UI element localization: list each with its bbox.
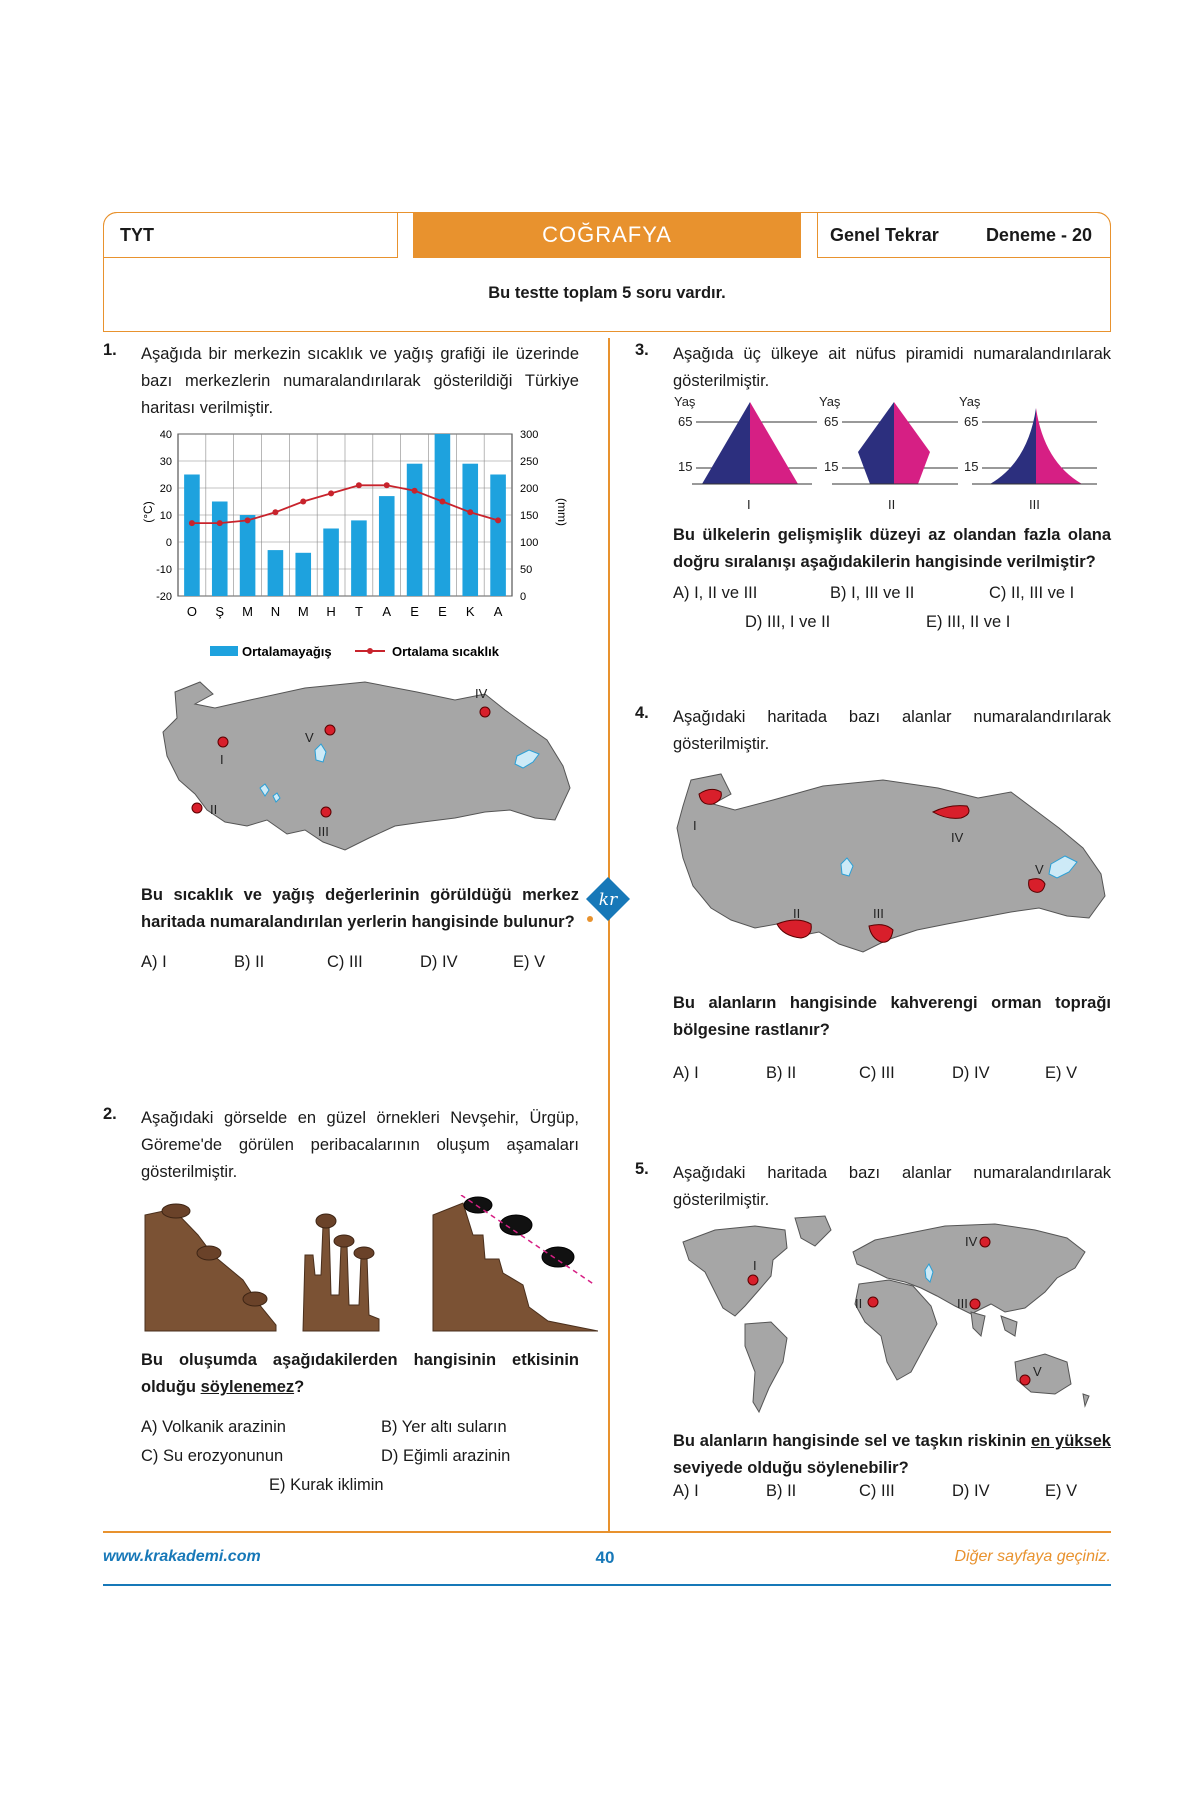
q1-question: Bu sıcaklık ve yağış değerlerinin görüldüğü merkez haritada numaralandırılan yerlerin hangisinde bulunur? xyxy=(141,886,579,931)
q4-region-2 xyxy=(777,920,811,938)
x-tick-2: Ş xyxy=(215,604,225,619)
y-right-tick: 150 xyxy=(520,510,539,522)
svg-text:I: I xyxy=(747,497,751,512)
svg-text:II: II xyxy=(855,1296,863,1311)
exam-label xyxy=(103,212,398,258)
svg-text:III: III xyxy=(957,1296,968,1311)
svg-text:Yaş: Yaş xyxy=(959,394,981,409)
info-text: Bu testte toplam 5 soru vardır. xyxy=(488,284,726,302)
y-left-tick: 40 xyxy=(159,429,172,441)
section-text: Genel Tekrar xyxy=(830,224,939,245)
q4-option-e[interactable]: E) V xyxy=(1045,1064,1078,1082)
svg-text:Yaş: Yaş xyxy=(819,394,841,409)
exam-text: TYT xyxy=(120,224,154,245)
q5-option-a[interactable]: A) I xyxy=(673,1482,699,1500)
temperature-point-12 xyxy=(495,517,501,523)
q2-option-d[interactable]: D) Eğimli arazinin xyxy=(381,1447,511,1465)
fairy-chimney-stages xyxy=(143,1195,598,1335)
svg-text:15: 15 xyxy=(824,459,839,474)
x-tick-1: O xyxy=(186,604,197,619)
y-left-tick: 30 xyxy=(159,456,172,468)
q5-option-e[interactable]: E) V xyxy=(1045,1482,1078,1500)
x-tick-4: N xyxy=(270,604,281,619)
bar-2 xyxy=(212,502,228,597)
bar-10 xyxy=(435,434,451,596)
test-number: Deneme - 20 xyxy=(985,224,1092,245)
temperature-point-2 xyxy=(217,520,223,526)
bar-6 xyxy=(323,529,339,597)
subject-text: COĞRAFYA xyxy=(542,222,672,247)
svg-text:II: II xyxy=(888,497,896,512)
q2-options xyxy=(141,1418,581,1508)
q5-site-4 xyxy=(980,1237,990,1247)
temperature-point-4 xyxy=(272,509,278,515)
q5-text: Aşağıdaki haritada bazı alanlar numaralandırılarak gösterilmiştir. xyxy=(673,1164,1111,1209)
q4-options xyxy=(673,1064,1113,1086)
footer-bottom-rule xyxy=(103,1584,1111,1586)
x-tick-9: E xyxy=(410,604,419,619)
svg-text:I: I xyxy=(753,1258,757,1273)
svg-text:65: 65 xyxy=(824,414,839,429)
turkey-map-q1 xyxy=(155,670,575,870)
svg-text:IV: IV xyxy=(951,830,964,845)
temperature-point-5 xyxy=(300,499,306,505)
temperature-point-11 xyxy=(467,509,473,515)
temperature-point-8 xyxy=(384,482,390,488)
climate-chart xyxy=(130,420,580,665)
y-left-tick: -10 xyxy=(156,564,172,576)
footer-top-rule xyxy=(103,1531,1111,1533)
bar-8 xyxy=(379,496,395,596)
q1-site-1 xyxy=(218,737,228,747)
q5-emphasis: en yüksek xyxy=(1031,1432,1111,1450)
y-right-tick: 0 xyxy=(520,591,527,603)
legend-bar-label: Ortalamayağış xyxy=(242,644,332,659)
svg-text:II: II xyxy=(210,802,218,817)
q3-text: Aşağıda üç ülkeye ait nüfus piramidi numaralandırılarak gösterilmiştir. xyxy=(673,345,1111,390)
q1-site-5 xyxy=(325,725,335,735)
x-tick-5: M xyxy=(297,604,309,619)
q3-option-b[interactable]: B) I, III ve II xyxy=(830,584,915,602)
bar-7 xyxy=(351,520,367,596)
q4-region-1 xyxy=(699,789,721,804)
x-tick-8: A xyxy=(382,604,392,619)
q1-option-e[interactable]: E) V xyxy=(513,953,546,971)
test-info xyxy=(817,212,1111,258)
y-right-tick: 100 xyxy=(520,537,539,549)
column-divider xyxy=(608,338,610,1533)
svg-text:V: V xyxy=(1035,862,1044,877)
q3-number: 3. xyxy=(635,341,649,359)
y-right-label: (mm) xyxy=(555,498,569,526)
temperature-point-10 xyxy=(439,499,445,505)
y-left-label: (°C) xyxy=(141,501,155,523)
q2-option-a[interactable]: A) Volkanik arazinin xyxy=(141,1418,286,1436)
svg-text:15: 15 xyxy=(964,459,979,474)
q1-option-b[interactable]: B) II xyxy=(234,953,265,971)
q1-site-2 xyxy=(192,803,202,813)
y-left-tick: -20 xyxy=(156,591,172,603)
q1-site-3 xyxy=(321,807,331,817)
q4-option-c[interactable]: C) III xyxy=(859,1064,895,1082)
footer-website[interactable]: www.krakademi.com xyxy=(103,1548,261,1565)
q3-option-a[interactable]: A) I, II ve III xyxy=(673,584,758,602)
q1-site-4 xyxy=(480,707,490,717)
svg-text:IV: IV xyxy=(965,1234,978,1249)
q1-option-c[interactable]: C) III xyxy=(327,953,363,971)
x-tick-12: A xyxy=(493,604,503,619)
svg-text:I: I xyxy=(220,752,224,767)
logo-text: kr xyxy=(598,890,618,910)
bar-5 xyxy=(295,553,311,596)
page-number: 40 xyxy=(595,1548,615,1567)
y-left-tick: 10 xyxy=(159,510,172,522)
q4-question: Bu alanların hangisinde kahverengi orman toprağı bölgesine rastlanır? xyxy=(673,994,1111,1039)
q1-option-a[interactable]: A) I xyxy=(141,953,167,971)
q5-question: Bu alanların hangisinde sel ve taşkın riskinin en yüksek seviyede olduğu söylenebilir? xyxy=(673,1432,1111,1477)
q5-option-c[interactable]: C) III xyxy=(859,1482,895,1500)
q3-question: Bu ülkelerin gelişmişlik düzeyi az olandan fazla olana doğru sıralanışı aşağıdakilerin hangisinde verilmiştir? xyxy=(673,526,1111,571)
svg-text:Yaş: Yaş xyxy=(674,394,696,409)
x-tick-7: T xyxy=(354,604,363,619)
q4-option-d[interactable]: D) IV xyxy=(952,1064,990,1082)
y-right-tick: 200 xyxy=(520,483,539,495)
q5-option-d[interactable]: D) IV xyxy=(952,1482,990,1500)
q5-site-1 xyxy=(748,1275,758,1285)
svg-text:III: III xyxy=(873,906,884,921)
svg-text:III: III xyxy=(318,824,329,839)
svg-text:65: 65 xyxy=(678,414,693,429)
y-left-tick: 20 xyxy=(159,483,172,495)
subject-banner xyxy=(413,212,801,258)
world-map-q5 xyxy=(675,1212,1105,1422)
q1-option-d[interactable]: D) IV xyxy=(420,953,458,971)
y-left-tick: 0 xyxy=(165,537,172,549)
svg-text:V: V xyxy=(1033,1364,1042,1379)
y-right-tick: 300 xyxy=(520,429,539,441)
q5-number: 5. xyxy=(635,1160,649,1178)
population-pyramids xyxy=(672,392,1112,517)
q5-options xyxy=(673,1482,1113,1504)
kr-logo xyxy=(582,875,634,927)
q5-site-2 xyxy=(868,1297,878,1307)
temperature-point-3 xyxy=(245,517,251,523)
temperature-point-9 xyxy=(412,488,418,494)
q2-option-e[interactable]: E) Kurak iklimin xyxy=(269,1476,384,1494)
q3-option-e[interactable]: E) III, II ve I xyxy=(926,613,1011,631)
q3-option-c[interactable]: C) II, III ve I xyxy=(989,584,1075,602)
svg-text:V: V xyxy=(305,730,314,745)
x-tick-6: H xyxy=(326,604,336,619)
q2-option-c[interactable]: C) Su erozyonunun xyxy=(141,1447,284,1465)
legend-line-label: Ortalama sıcaklık xyxy=(392,644,499,659)
q1-options xyxy=(141,953,581,975)
q1-text: Aşağıda bir merkezin sıcaklık ve yağış grafiği ile üzerinde bazı merkezlerin numaralandırılarak gösterildiği Türkiye haritası verilmiştir. xyxy=(141,345,579,417)
svg-text:I: I xyxy=(693,818,697,833)
legend-bar-swatch xyxy=(210,646,238,656)
bar-11 xyxy=(462,464,478,596)
q4-option-a[interactable]: A) I xyxy=(673,1064,699,1082)
y-right-tick: 50 xyxy=(520,564,533,576)
temperature-point-1 xyxy=(189,520,195,526)
bar-9 xyxy=(407,464,423,596)
bar-12 xyxy=(490,475,506,597)
q4-number: 4. xyxy=(635,704,649,722)
q5-site-5 xyxy=(1020,1375,1030,1385)
q4-option-b[interactable]: B) II xyxy=(766,1064,797,1082)
turkey-map-q4 xyxy=(673,768,1113,968)
q2-question: Bu oluşumda aşağıdakilerden hangisinin etkisinin olduğu söylenemez? xyxy=(141,1351,579,1396)
temperature-point-6 xyxy=(328,490,334,496)
y-right-tick: 250 xyxy=(520,456,539,468)
temperature-point-7 xyxy=(356,482,362,488)
svg-text:III: III xyxy=(1029,497,1040,512)
svg-text:II: II xyxy=(793,906,801,921)
next-page-note: Diğer sayfaya geçiniz. xyxy=(954,1548,1111,1565)
q4-text: Aşağıdaki haritada bazı alanlar numaralandırılarak gösterilmiştir. xyxy=(673,708,1111,753)
q2-text: Aşağıdaki görselde en güzel örnekleri Nevşehir, Ürgüp, Göreme'de görülen peribacalarının oluşum aşamaları gösterilmiştir. xyxy=(141,1109,579,1181)
q2-emphasis: söylenemez xyxy=(200,1378,295,1396)
q2-number: 2. xyxy=(103,1105,117,1123)
q2-option-b[interactable]: B) Yer altı suların xyxy=(381,1418,507,1436)
q5-option-b[interactable]: B) II xyxy=(766,1482,797,1500)
x-tick-10: E xyxy=(438,604,447,619)
q4-region-5 xyxy=(1029,879,1045,893)
svg-text:15: 15 xyxy=(678,459,693,474)
q1-number: 1. xyxy=(103,341,117,359)
q3-options xyxy=(673,584,1113,639)
x-tick-11: K xyxy=(465,604,475,619)
svg-text:65: 65 xyxy=(964,414,979,429)
x-tick-3: M xyxy=(242,604,254,619)
chart-grid xyxy=(178,434,512,596)
q3-option-d[interactable]: D) III, I ve II xyxy=(745,613,831,631)
bar-3 xyxy=(240,515,256,596)
bar-4 xyxy=(268,550,284,596)
bar-1 xyxy=(184,475,200,597)
svg-text:IV: IV xyxy=(475,686,488,701)
q5-site-3 xyxy=(970,1299,980,1309)
